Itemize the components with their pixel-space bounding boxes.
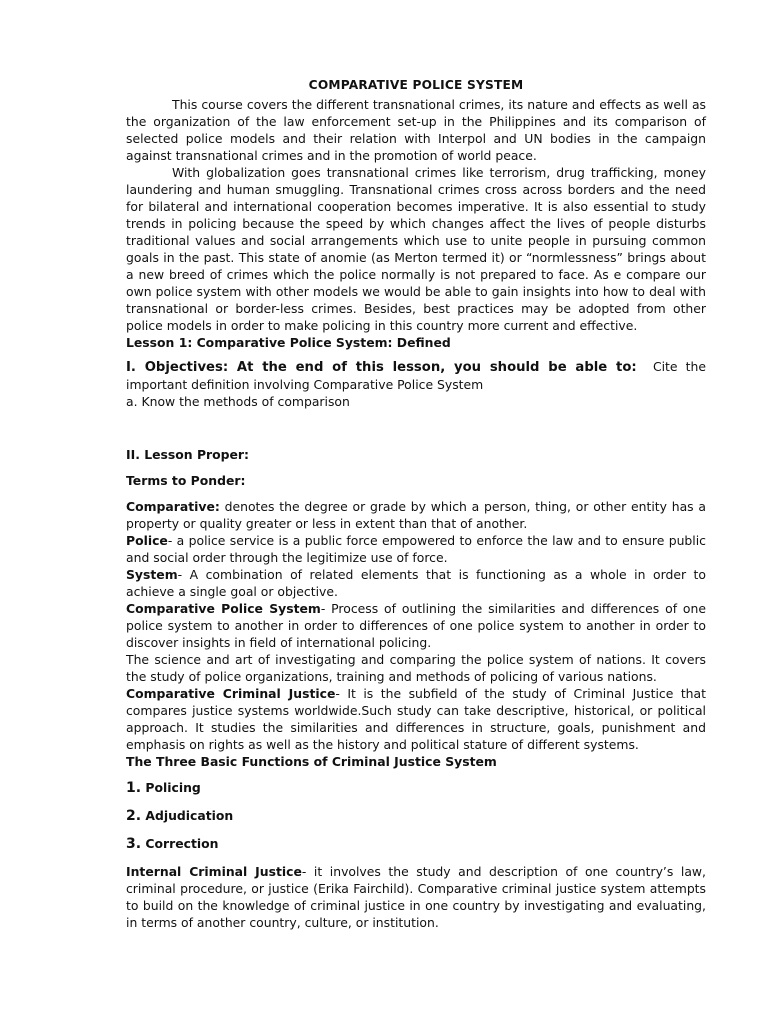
lesson-proper-heading: II. Lesson Proper: xyxy=(126,447,249,462)
functions-title: The Three Basic Functions of Criminal Justice System xyxy=(126,754,497,769)
function-item-adjudication xyxy=(126,807,706,825)
term-label: Comparative Police System xyxy=(126,601,321,616)
term-label: Comparative: xyxy=(126,499,220,514)
function-label: Correction xyxy=(145,836,219,851)
lesson-title: Lesson 1: Comparative Police System: Defined xyxy=(126,335,451,350)
term-label: Internal Criminal Justice xyxy=(126,864,302,879)
function-number: 2. xyxy=(126,808,142,824)
term-definition: - a police service is a public force empowered to enforce the law and to ensure public and social order through the legitimize use of force. xyxy=(126,533,706,565)
objectives-item-a: a. Know the methods of comparison xyxy=(126,394,350,409)
document-title: COMPARATIVE POLICE SYSTEM xyxy=(308,78,524,92)
objectives-lead: I. Objectives: At the end of this lesson, you should be able to: xyxy=(126,360,637,375)
term-comparative xyxy=(126,498,706,532)
function-number: 3. xyxy=(126,836,142,852)
term-comparative-police-system xyxy=(126,600,706,651)
term-label: Police xyxy=(126,533,168,548)
term-comparative-criminal-justice xyxy=(126,685,706,753)
term-definition: - It is the subfield of the study of Criminal Justice that compares justice systems worldwide.Such study can take descriptive, historical, or political approach. It studies the similarities and differences in structure, goals, punishment and emphasis on rights as well as the history and political stature of different systems. xyxy=(126,686,706,752)
term-definition: denotes the degree or grade by which a person, thing, or other entity has a property or quality greater or less in extent than that of another. xyxy=(126,499,706,531)
spacer xyxy=(126,410,706,446)
term-label: Comparative Criminal Justice xyxy=(126,686,336,701)
terms-heading: Terms to Ponder: xyxy=(126,473,246,488)
intro-paragraph-1: This course covers the different transnational crimes, its nature and effects as well as the organization of the law enforcement set-up in the Philippines and its comparison of selected police models and their relation with Interpol and UN bodies in the campaign against transnational crimes and in the promotion of world peace. xyxy=(126,97,706,163)
function-label: Adjudication xyxy=(145,808,234,823)
term-internal-criminal-justice xyxy=(126,863,706,931)
objectives-text: Cite the important definition involving Comparative Police System xyxy=(126,359,706,392)
function-item-correction xyxy=(126,835,706,853)
function-number: 1. xyxy=(126,780,142,796)
term-police xyxy=(126,532,706,566)
term-system xyxy=(126,566,706,600)
intro-paragraph-2: With globalization goes transnational crimes like terrorism, drug trafficking, money laundering and human smuggling. Transnational crimes cross across borders and the need for bilateral and international cooperation becomes imperative. It is also essential to study trends in policing because the speed by which changes affect the lives of people disturbs traditional values and social arrangements which use to unite people in pursuing common goals in the past. This state of anomie (as Merton termed it) or “normlessness” brings about a new breed of crimes which the police normally is not prepared to face. As e compare our own police system with other models we would be able to gain insights into how to deal with transnational or border-less crimes. Besides, best practices may be adopted from other police models in order to make policing in this country more current and effective. xyxy=(126,165,706,333)
term-definition: - A combination of related elements that is functioning as a whole in order to achieve a single goal or objective. xyxy=(126,567,706,599)
term-definition: - it involves the study and description of one country’s law, criminal procedure, or justice (Erika Fairchild). Comparative criminal justice system attempts to build on the knowledge of criminal justice in one country by investigating and evaluating, in terms of another country, culture, or institution. xyxy=(126,864,706,930)
objectives-paragraph xyxy=(126,358,706,393)
science-paragraph: The science and art of investigating and comparing the police system of nations. It covers the study of police organizations, training and methods of policing of various nations. xyxy=(126,652,706,684)
term-label: System xyxy=(126,567,178,582)
term-definition: - Process of outlining the similarities and differences of one police system to another in order to differences of one police system to another in order to discover insights in field of international policing. xyxy=(126,601,706,650)
function-item-policing xyxy=(126,779,706,797)
function-label: Policing xyxy=(145,780,201,795)
